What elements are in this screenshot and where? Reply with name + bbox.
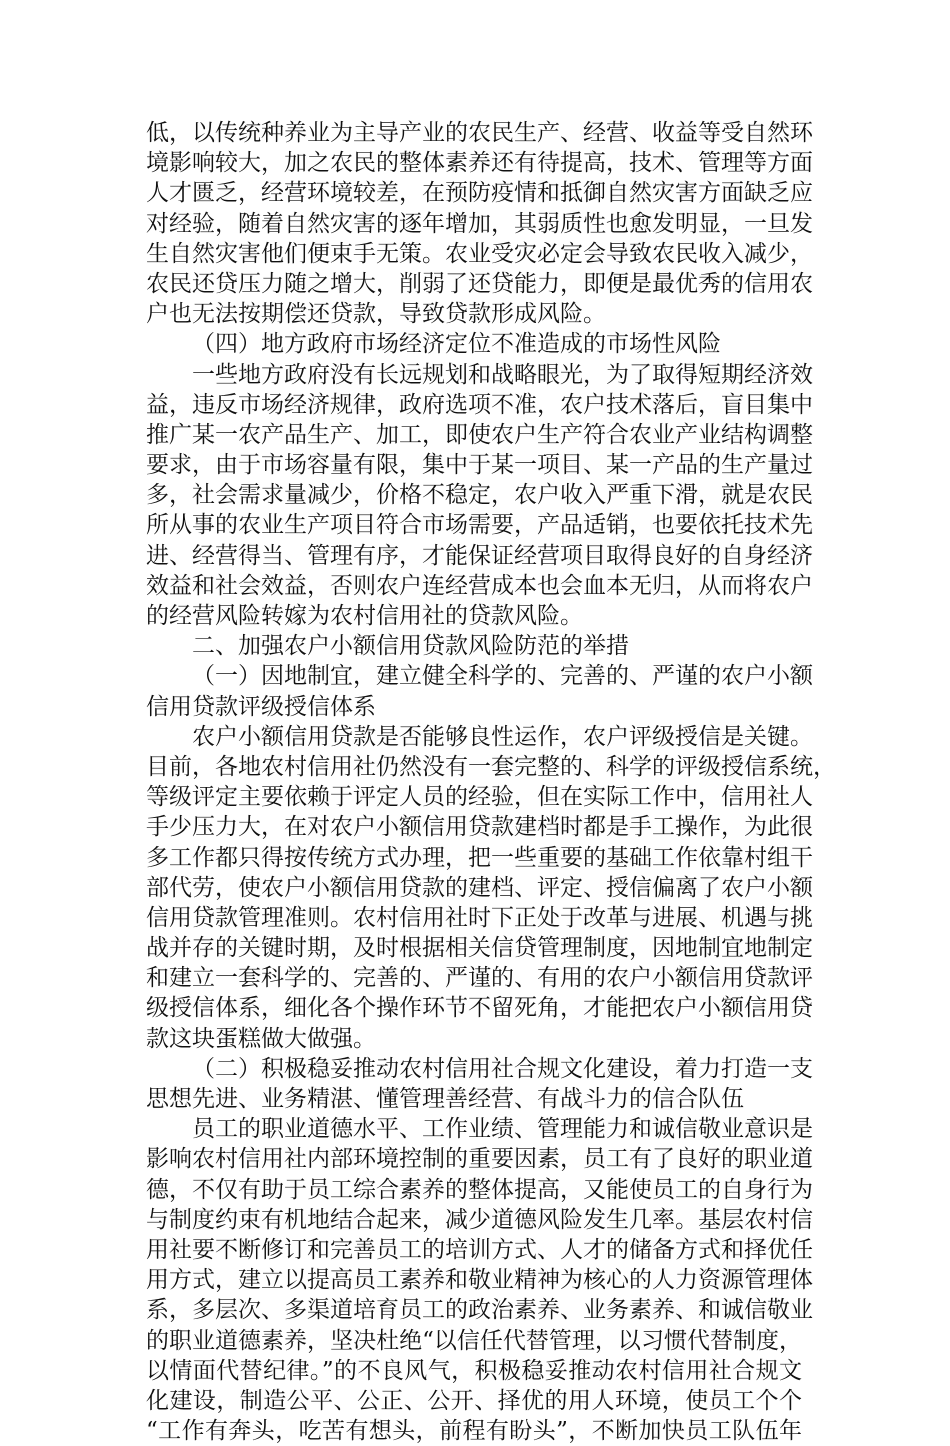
- text-line: “工作有奔头，吃苦有想头，前程有盼头”，不断加快员工队伍年: [146, 1418, 802, 1445]
- text-line: 所从事的农业生产项目符合市场需要，产品适销，也要依托技术先: [146, 512, 813, 539]
- text-line: 低，以传统种养业为主导产业的农民生产、经营、收益等受自然环: [146, 120, 813, 146]
- text-line: 与制度约束有机地结合起来，减少道德风险发生几率。基层农村信: [146, 1206, 813, 1233]
- text-line: 一些地方政府没有长远规划和战略眼光，为了取得短期经济效: [192, 361, 813, 388]
- text-line: 战并存的关键时期，及时根据相关信贷管理制度，因地制宜地制定: [146, 935, 813, 962]
- text-line: 目前，各地农村信用社仍然没有一套完整的、科学的评级授信系统，: [146, 753, 836, 780]
- text-line: （四）地方政府市场经济定位不准造成的市场性风险: [192, 331, 721, 358]
- text-line: （二）积极稳妥推动农村信用社合规文化建设，着力打造一支: [192, 1055, 813, 1082]
- text-line: 级授信体系，细化各个操作环节不留死角，才能把农户小额信用贷: [146, 995, 813, 1022]
- text-line: 款这块蛋糕做大做强。: [146, 1025, 376, 1052]
- document-body: [146, 118, 836, 1446]
- text-line: 用方式，建立以提高员工素养和敬业精神为核心的人力资源管理体: [146, 1267, 813, 1294]
- text-line: 系，多层次、多渠道培育员工的政治素养、业务素养、和诚信敬业: [146, 1297, 813, 1324]
- text-line: 和建立一套科学的、完善的、严谨的、有用的农户小额信用贷款评: [146, 965, 813, 992]
- text-line: 德，不仅有助于员工综合素养的整体提高，又能使员工的自身行为: [146, 1176, 813, 1203]
- text-line: 信用贷款评级授信体系: [146, 693, 376, 720]
- text-line: 等级评定主要依赖于评定人员的经验，但在实际工作中，信用社人: [146, 784, 813, 811]
- text-line: 思想先进、业务精湛、懂管理善经营、有战斗力的信合队伍: [146, 1086, 744, 1112]
- text-line: 人才匮乏，经营环境较差，在预防疫情和抵御自然灾害方面缺乏应: [146, 180, 813, 207]
- text-line: 的职业道德素养，坚决杜绝“以信任代替管理，以习惯代替制度，: [146, 1327, 802, 1354]
- text-line: 效益和社会效益，否则农户连经营成本也会血本无归，从而将农户: [146, 572, 813, 599]
- text-line: 农户小额信用贷款是否能够良性运作，农户评级授信是关键。: [192, 723, 813, 750]
- text-line: 以情面代替纪律。”的不良风气，积极稳妥推动农村信用社合规文: [146, 1357, 802, 1384]
- text-line: 信用贷款管理准则。农村信用社时下正处于改革与进展、机遇与挑: [146, 904, 813, 931]
- text-line: 部代劳，使农户小额信用贷款的建档、评定、授信偏离了农户小额: [146, 874, 813, 901]
- text-line: 境影响较大，加之农民的整体素养还有待提高，技术、管理等方面: [146, 150, 813, 177]
- text-line: 对经验，随着自然灾害的逐年增加，其弱质性也愈发明显，一旦发: [146, 210, 813, 237]
- text-line: 化建设，制造公平、公正、公开、择优的用人环境，使员工个个: [146, 1387, 802, 1414]
- text-line: 影响农村信用社内部环境控制的重要因素，员工有了良好的职业道: [146, 1146, 813, 1173]
- text-line: 生自然灾害他们便束手无策。农业受灾必定会导致农民收入减少，: [146, 240, 813, 267]
- text-line: 二、加强农户小额信用贷款风险防范的举措: [192, 633, 629, 660]
- text-line: 农民还贷压力随之增大，削弱了还贷能力，即便是最优秀的信用农: [146, 270, 813, 297]
- text-line: 户也无法按期偿还贷款，导致贷款形成风险。: [146, 301, 606, 328]
- text-line: 要求，由于市场容量有限，集中于某一项目、某一产品的生产量过: [146, 452, 813, 479]
- text-line: 员工的职业道德水平、工作业绩、管理能力和诚信敬业意识是: [192, 1116, 813, 1143]
- text-line: 进、经营得当、管理有序，才能保证经营项目取得良好的自身经济: [146, 542, 813, 569]
- text-line: 多工作都只得按传统方式办理，把一些重要的基础工作依靠村组干: [146, 844, 813, 871]
- text-line: （一）因地制宜，建立健全科学的、完善的、严谨的农户小额: [192, 663, 813, 690]
- text-line: 推广某一农产品生产、加工，即使农户生产符合农业产业结构调整: [146, 421, 813, 448]
- text-line: 手少压力大，在对农户小额信用贷款建档时都是手工操作，为此很: [146, 814, 813, 841]
- text-line: 用社要不断修订和完善员工的培训方式、人才的储备方式和择优任: [146, 1236, 813, 1263]
- text-line: 多，社会需求量减少，价格不稳定，农户收入严重下滑，就是农民: [146, 482, 813, 509]
- text-line: 益，违反市场经济规律，政府选项不准，农户技术落后，盲目集中: [146, 391, 813, 418]
- text-line: 的经营风险转嫁为农村信用社的贷款风险。: [146, 603, 583, 629]
